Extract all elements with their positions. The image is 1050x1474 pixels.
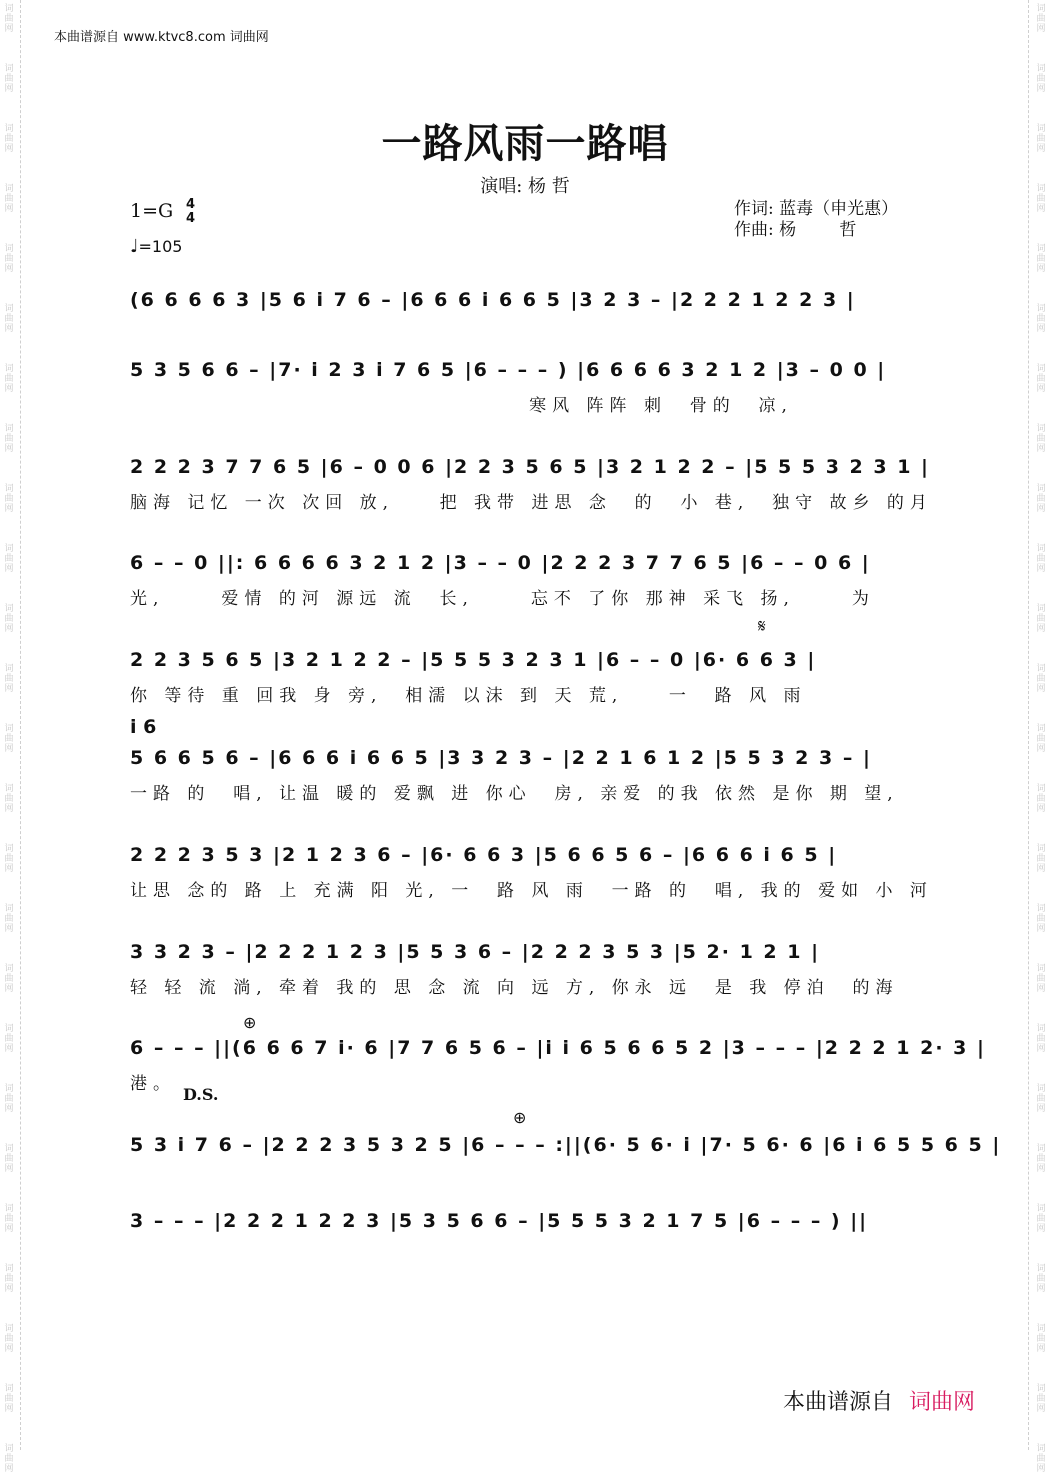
footer-brand: 词曲网 (909, 1390, 976, 1415)
right-margin-watermark (1034, 0, 1048, 1474)
watermark-mark: 词 曲 网 (4, 304, 14, 334)
watermark-mark: 词 曲 网 (1036, 4, 1046, 34)
coda-icon-2: ⊕ (513, 1108, 527, 1127)
watermark-mark: 词 曲 网 (4, 1264, 14, 1294)
score-notes: 5 6 6 5 6 – |6 6 6 i 6 6 5 |3 3 2 3 – |2 2 1 6 1 2 |5 5 3 2 3 – | (130, 747, 872, 769)
time-sig-bottom: 4 (186, 211, 196, 226)
composer: 作曲: 杨 哲 (734, 220, 857, 240)
song-title: 一路风雨一路唱 (381, 121, 669, 167)
watermark-mark: 词 曲 网 (4, 4, 14, 34)
score-line (130, 548, 930, 609)
watermark-mark: 词 曲 网 (1036, 544, 1046, 574)
watermark-mark: 词 曲 网 (4, 1444, 14, 1474)
watermark-mark: 词 曲 网 (1036, 1384, 1046, 1414)
watermark-mark: 词 曲 网 (1036, 1444, 1046, 1474)
watermark-mark: 词 曲 网 (4, 904, 14, 934)
watermark-mark: 词 曲 网 (4, 364, 14, 394)
watermark-mark: 词 曲 网 (1036, 1204, 1046, 1234)
watermark-mark: 词 曲 网 (1036, 664, 1046, 694)
key-signature: 1=G (130, 200, 174, 222)
watermark-mark: 词 曲 网 (4, 424, 14, 454)
alternate-notes: i 6 (130, 716, 157, 738)
watermark-mark: 词 曲 网 (4, 1324, 14, 1354)
score-line (130, 743, 930, 804)
score-notes: 5 3 i 7 6 – |2 2 2 3 5 3 2 5 |6 – – – :||(6· 5 6· i |7· 5 6· 6 |6 i 6 5 5 6 5 | (130, 1134, 1002, 1156)
score-line (130, 645, 930, 706)
score-line (130, 1130, 1002, 1166)
score-line (130, 840, 933, 901)
score-notes: 2 2 2 3 5 3 |2 1 2 3 6 – |6· 6 6 3 |5 6 6 5 6 – |6 6 6 i 6 5 | (130, 844, 838, 866)
credits (734, 199, 898, 241)
watermark-mark: 词 曲 网 (1036, 1024, 1046, 1054)
watermark-mark: 词 曲 网 (1036, 904, 1046, 934)
score-line (130, 937, 930, 998)
watermark-mark: 词 曲 网 (1036, 244, 1046, 274)
score-notes: (6 6 6 6 3 |5 6 i 7 6 – |6 6 6 i 6 6 5 |3 2 3 – |2 2 2 1 2 2 3 | (130, 289, 856, 311)
watermark-mark: 词 曲 网 (1036, 124, 1046, 154)
left-cut-line (20, 0, 21, 1450)
score-line (130, 1033, 986, 1094)
watermark-mark: 词 曲 网 (4, 664, 14, 694)
watermark-mark: 词 曲 网 (4, 184, 14, 214)
score-lyrics: 寒风 阵阵 刺 骨的 凉, (130, 396, 793, 416)
score-notes: 6 – – – ||(6 6 6 7 i· 6 |7 7 6 5 6 – |i i 6 5 6 6 5 2 |3 – – – |2 2 2 1 2· 3 | (130, 1037, 986, 1059)
watermark-mark: 词 曲 网 (1036, 964, 1046, 994)
score-lyrics: 让思 念的 路 上 充满 阳 光, 一 路 风 雨 一路 的 唱, 我的 爱如 小 河 (130, 881, 933, 901)
watermark-mark: 词 曲 网 (4, 1144, 14, 1174)
watermark-mark: 词 曲 网 (1036, 1084, 1046, 1114)
score-lyrics: 港。 (130, 1074, 176, 1094)
score-lyrics: 光, 爱情 的河 源远 流 长, 忘不 了你 那神 采飞 扬, 为 (130, 589, 875, 609)
score-lyrics: 轻 轻 流 淌, 牵着 我的 思 念 流 向 远 方, 你永 远 是 我 停泊 的海 (130, 978, 899, 998)
watermark-mark: 词 曲 网 (1036, 184, 1046, 214)
coda-icon: ⊕ (243, 1013, 257, 1032)
footer-credit (783, 1385, 975, 1416)
score-notes: 2 2 2 3 7 7 6 5 |6 – 0 0 6 |2 2 3 5 6 5 |3 2 1 2 2 – |5 5 5 3 2 3 1 | (130, 456, 930, 478)
watermark-mark: 词 曲 网 (4, 784, 14, 814)
watermark-mark: 词 曲 网 (4, 1384, 14, 1414)
quarter-note-icon: ♩ (130, 236, 139, 257)
score-notes: 6 – – 0 ||: 6 6 6 6 3 2 1 2 |3 – – 0 |2 2 2 3 7 7 6 5 |6 – – 0 6 | (130, 552, 871, 574)
watermark-mark: 词 曲 网 (4, 64, 14, 94)
time-sig-top: 4 (186, 197, 196, 212)
watermark-mark: 词 曲 网 (4, 1024, 14, 1054)
score-lyrics: 你 等待 重 回我 身 旁, 相濡 以沫 到 天 荒, 一 路 风 雨 (130, 686, 807, 706)
lyricist: 作词: 蓝毒（申光惠） (734, 199, 899, 219)
watermark-mark: 词 曲 网 (1036, 64, 1046, 94)
score-lyrics: 一路 的 唱, 让温 暖的 爱飘 进 你心 房, 亲爱 的我 依然 是你 期 望, (130, 784, 899, 804)
score-notes: 3 – – – |2 2 2 1 2 2 3 |5 3 5 6 6 – |5 5 5 3 2 1 7 5 |6 – – – ) || (130, 1210, 869, 1232)
source-line: 本曲谱源自 www.ktvc8.com 词曲网 (54, 30, 269, 45)
watermark-mark: 词 曲 网 (4, 484, 14, 514)
watermark-mark: 词 曲 网 (4, 244, 14, 274)
watermark-mark: 词 曲 网 (1036, 604, 1046, 634)
left-margin-watermark (2, 0, 16, 1474)
score-notes: 5 3 5 6 6 – |7· i 2 3 i 7 6 5 |6 – – – ) |6 6 6 6 3 2 1 2 |3 – 0 0 | (130, 359, 887, 381)
watermark-mark: 词 曲 网 (4, 544, 14, 574)
score-line (130, 285, 930, 321)
watermark-mark: 词 曲 网 (4, 1204, 14, 1234)
watermark-mark: 词 曲 网 (1036, 724, 1046, 754)
watermark-mark: 词 曲 网 (1036, 304, 1046, 334)
time-signature (186, 198, 195, 226)
score-line (130, 1206, 930, 1242)
watermark-mark: 词 曲 网 (1036, 484, 1046, 514)
score-line (130, 452, 933, 513)
ds-marking: D.S. (183, 1085, 219, 1104)
watermark-mark: 词 曲 网 (1036, 424, 1046, 454)
watermark-mark: 词 曲 网 (4, 1084, 14, 1114)
score-lyrics: 脑海 记忆 一次 次回 放, 把 我带 进思 念 的 小 巷, 独守 故乡 的月 (130, 493, 933, 513)
watermark-mark: 词 曲 网 (4, 964, 14, 994)
segno-icon: 𝄋 (758, 616, 766, 637)
singer-line: 演唱: 杨 哲 (480, 176, 570, 197)
score-notes: 3 3 2 3 – |2 2 2 1 2 3 |5 5 3 6 – |2 2 2 3 5 3 |5 2· 1 2 1 | (130, 941, 821, 963)
watermark-mark: 词 曲 网 (1036, 1324, 1046, 1354)
watermark-mark: 词 曲 网 (4, 124, 14, 154)
watermark-mark: 词 曲 网 (1036, 844, 1046, 874)
right-cut-line (1028, 0, 1029, 1450)
tempo-marking (130, 236, 182, 257)
watermark-mark: 词 曲 网 (4, 604, 14, 634)
watermark-mark: 词 曲 网 (1036, 1264, 1046, 1294)
watermark-mark: 词 曲 网 (1036, 364, 1046, 394)
score-line (130, 355, 930, 416)
tempo-value: =105 (138, 237, 183, 256)
watermark-mark: 词 曲 网 (1036, 1144, 1046, 1174)
watermark-mark: 词 曲 网 (4, 724, 14, 754)
score-notes: 2 2 3 5 6 5 |3 2 1 2 2 – |5 5 5 3 2 3 1 |6 – – 0 |6· 6 6 3 | (130, 649, 817, 671)
watermark-mark: 词 曲 网 (1036, 784, 1046, 814)
footer-source: 本曲谱源自 (783, 1390, 894, 1415)
watermark-mark: 词 曲 网 (4, 844, 14, 874)
